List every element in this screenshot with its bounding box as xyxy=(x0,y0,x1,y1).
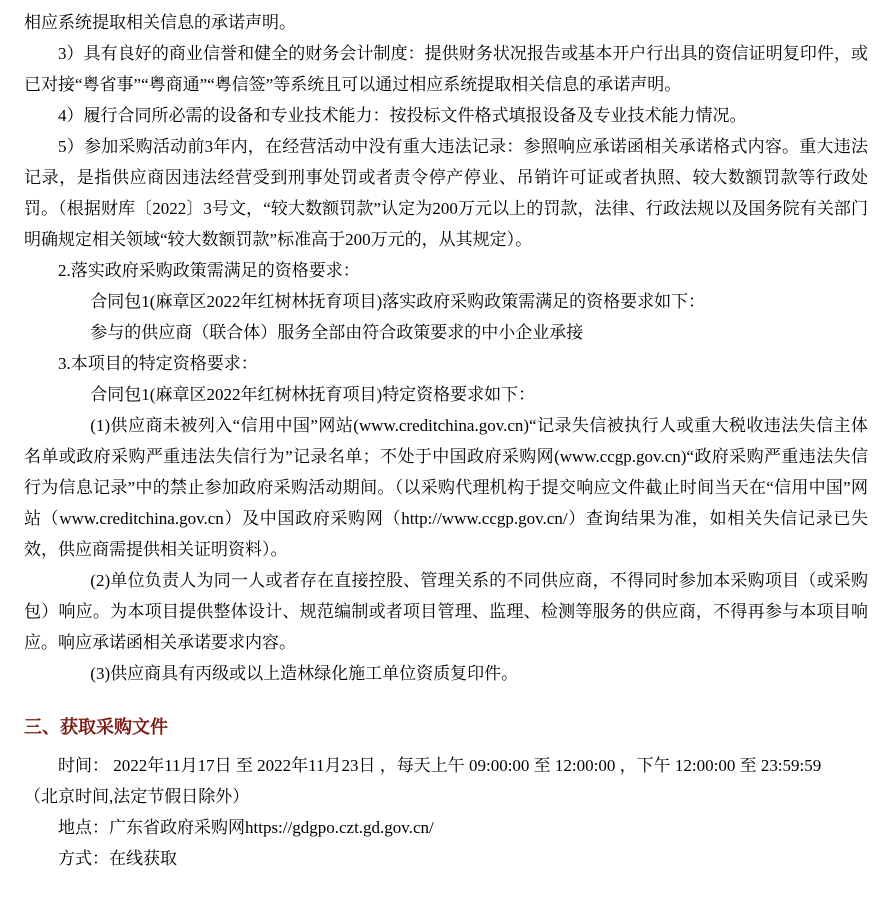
paragraph-qualification-3: 3）具有良好的商业信誉和健全的财务会计制度：提供财务状况报告或基本开户行出具的资信证明复印件，或已对接“粤省事”“粤商通”“粤信签”等系统且可以通过相应系统提取相关信息的承诺声明。 xyxy=(24,44,868,94)
paragraph-specific-requirement-2: (2)单位负责人为同一人或者存在直接控股、管理关系的不同供应商，不得同时参加本采购项目（或采购包）响应。为本项目提供整体设计、规范编制或者项目管理、监理、检测等服务的供应商，不得再参与本项目响应。响应承诺函相关承诺要求内容。 xyxy=(24,571,868,652)
paragraph-continuation: 相应系统提取相关信息的承诺声明。 xyxy=(24,13,296,32)
paragraph-qualification-4: 4）履行合同所必需的设备和专业技术能力：按投标文件格式填报设备及专业技术能力情况。 xyxy=(58,106,747,125)
paragraph-time-note: （北京时间,法定节假日除外） xyxy=(24,787,250,806)
paragraph-specific-requirement-3: (3)供应商具有丙级或以上造林绿化施工单位资质复印件。 xyxy=(90,664,519,683)
paragraph-qualification-5: 5）参加采购活动前3年内，在经营活动中没有重大违法记录：参照响应承诺函相关承诺格式内容。重大违法记录，是指供应商因违法经营受到刑事处罚或者责令停产停业、吊销许可证或者执照、较大数额罚款等行政处罚。（根据财库〔2022〕3号文，“较大数额罚款”认定为200万元以上的罚款，法律、行政法规以及国务院有关部门明确规定相关领域“较大数额罚款”标准高于200万元的，从其规定）。 xyxy=(24,137,868,249)
section-heading-obtain-documents: 三、获取采购文件 xyxy=(24,717,168,737)
paragraph-contract-package-policy: 合同包1(麻章区2022年红树林抚育项目)落实政府采购政策需满足的资格要求如下： xyxy=(90,292,706,311)
paragraph-policy-requirement-title: 2.落实政府采购政策需满足的资格要求： xyxy=(58,261,360,280)
paragraph-specific-requirement-title: 3.本项目的特定资格要求： xyxy=(58,354,258,373)
paragraph-specific-requirement-1: (1)供应商未被列入“信用中国”网站(www.creditchina.gov.cn)“记录失信被执行人或重大税收违法失信主体名单或政府采购严重违法失信行为”记录名单；不处于中国政府采购网(www.ccgp.gov.cn)“政府采购严重违法失信行为信息记录”中的禁止参加政府采购活动期间。（以采购代理机构于提交响应文件截止时间当天在“信用中国”网站（www.creditchina.gov.cn）及中国政府采购网（http://www.ccgp.gov.cn/）查询结果为准，如相关失信记录已失效，供应商需提供相关证明资料）。 xyxy=(24,416,868,559)
paragraph-contract-package-specific: 合同包1(麻章区2022年红树林抚育项目)特定资格要求如下： xyxy=(90,385,536,404)
paragraph-method: 方式：在线获取 xyxy=(58,849,177,868)
paragraph-time: 时间： 2022年11月17日 至 2022年11月23日 ，每天上午 09:00:00 至 12:00:00 ，下午 12:00:00 至 23:59:59 xyxy=(58,756,822,775)
paragraph-sme-undertaking: 参与的供应商（联合体）服务全部由符合政策要求的中小企业承接 xyxy=(90,323,584,342)
paragraph-location: 地点：广东省政府采购网https://gdgpo.czt.gd.gov.cn/ xyxy=(58,818,434,837)
